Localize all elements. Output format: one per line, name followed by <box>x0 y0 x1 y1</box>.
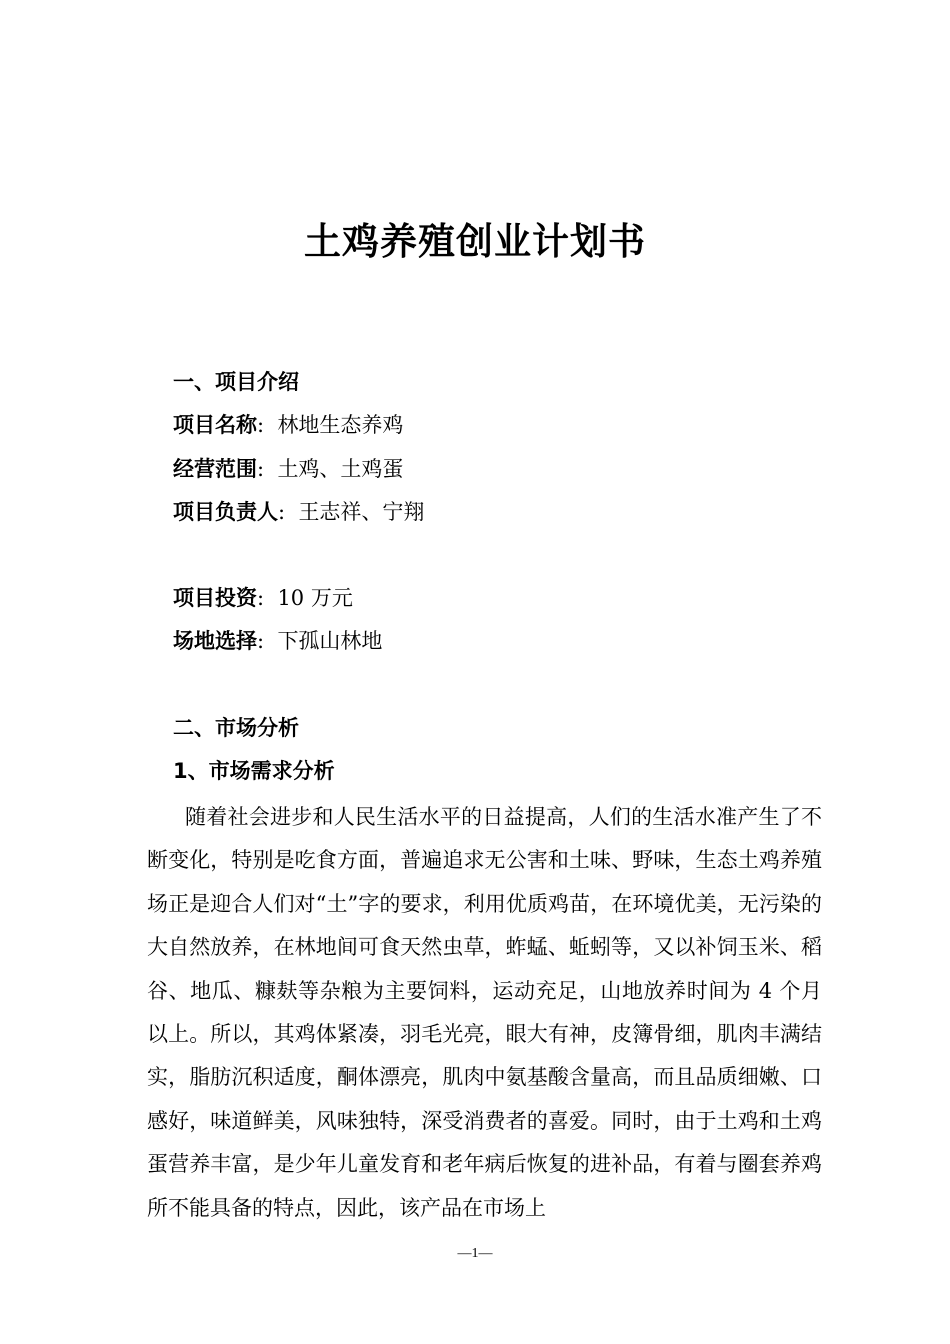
field-investment <box>173 583 353 613</box>
field-separator: : <box>257 413 265 437</box>
field-label: 项目负责人 <box>173 500 278 524</box>
section1-heading: 一、项目介绍 <box>173 370 299 394</box>
field-separator: : <box>257 586 265 610</box>
field-separator: : <box>257 457 265 481</box>
field-label: 经营范围 <box>173 457 257 481</box>
section2-heading: 二、市场分析 <box>173 716 299 740</box>
document-title: 土鸡养殖创业计划书 <box>304 220 646 263</box>
field-value: 土鸡、土鸡蛋 <box>277 457 404 481</box>
field-label: 场地选择 <box>173 629 257 653</box>
page-number: —1— <box>457 1246 493 1261</box>
field-project-name <box>173 410 403 440</box>
field-label: 项目投资 <box>173 586 257 610</box>
field-separator: : <box>278 500 286 524</box>
market-demand-paragraph: 随着社会进步和人民生活水平的日益提高，人们的生活水准产生了不断变化，特别是吃食方面，普遍追求无公害和土味、野味，生态土鸡养殖场正是迎合人们对“土”字的要求，利用优质鸡苗，在环境优美，无污染的大自然放养，在林地间可食天然虫草，蚱蜢、蚯蚓等，又以补饲玉米、稻谷、地瓜、糠麸等杂粮为主要饲料，运动充足，山地放养时间为 4 个月以上。所以，其鸡体紧凑，羽毛光亮，眼大有神，皮簿骨细，肌肉丰满结实，脂肪沉积适度，酮体漂亮，肌肉中氨基酸含量高，而且品质细嫩、口感好，味道鲜美，风味独特，深受消费者的喜爱。同时，由于土鸡和土鸡蛋营养丰富，是少年儿童发育和老年病后恢复的进补品，有着与圈套养鸡所不能具备的特点，因此，该产品在市场上 <box>147 805 822 1220</box>
field-value: 10 万元 <box>277 586 353 610</box>
field-business-scope <box>173 454 403 484</box>
section2-subheading: 1、市场需求分析 <box>173 759 335 783</box>
field-site <box>173 626 382 656</box>
field-value: 林地生态养鸡 <box>277 413 404 437</box>
field-label: 项目名称 <box>173 413 257 437</box>
field-value: 下孤山林地 <box>277 629 383 653</box>
field-value: 王志祥、宁翔 <box>298 500 425 524</box>
field-project-lead <box>173 497 424 527</box>
field-separator: : <box>257 629 265 653</box>
